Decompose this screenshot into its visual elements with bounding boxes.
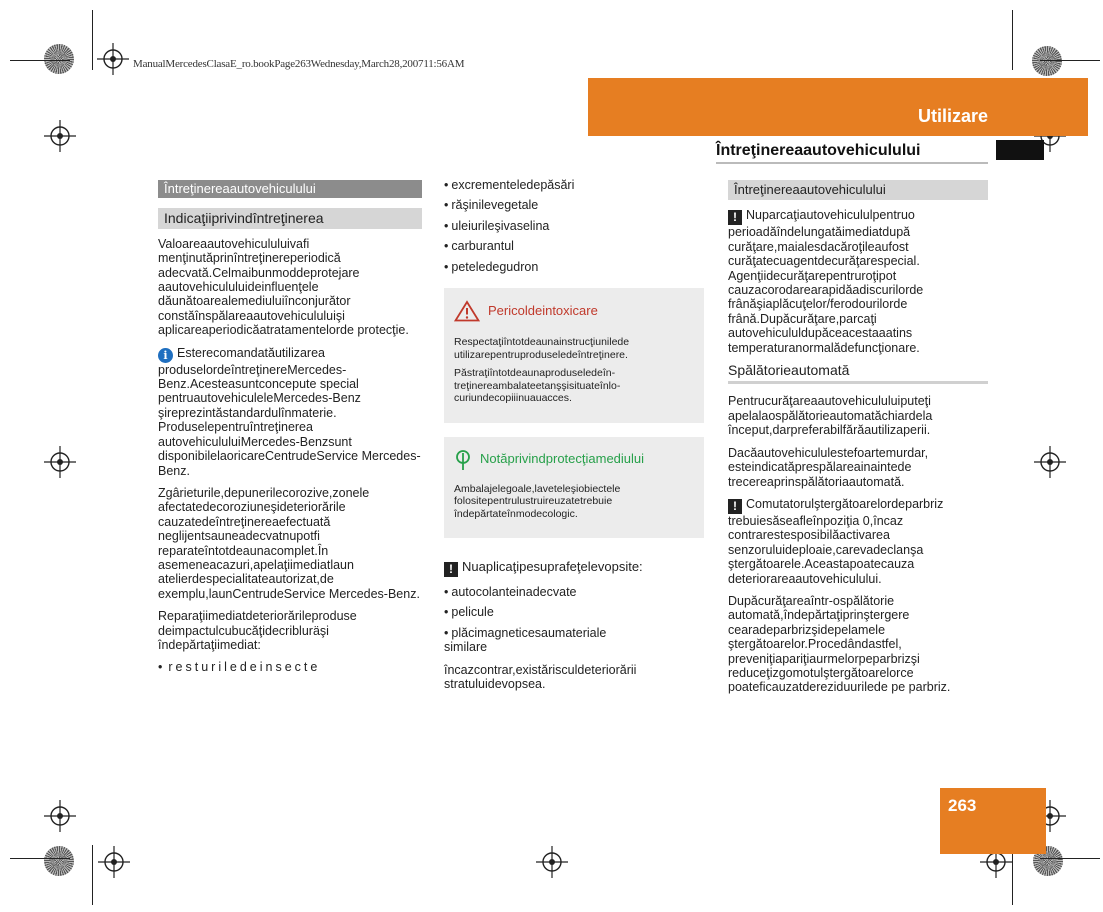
list-item: • carburantul (444, 239, 704, 253)
bullet-list (444, 178, 704, 274)
list-item: • autocolanteinadecvate (444, 585, 704, 599)
paragraph: Reparaţiimediatdeteriorărileproduse deimpactulcubucăţidecribluräşi îndepărtaţiimediat: (158, 609, 357, 652)
crop-line (1040, 858, 1100, 859)
crop-line (92, 10, 93, 70)
list-item: • peteledegudron (444, 260, 704, 274)
notice-line: ! Nuaplicaţipesuprafeţelevopsite: (444, 560, 704, 577)
registration-rosette-icon (44, 846, 74, 876)
paragraph: Valoareaautovehicululuivafi menţinutăprinîntreţinereperiodică adecvată.Celmaibunmoddeprotejare aautovehicululuideinfluenţele dăunătoarealemediuluiînconjurător constăînspălareaautovehicululuişi aplicareaperiodicăatratamentelorde protecţie. (158, 236, 409, 338)
environment-text: Ambalajelegoale,laveteleşiobiectele folositepentrulustruireuzatetrebuie îndepărtateînmodecologic. (454, 482, 621, 520)
paragraph: Pentrucurăţareaautovehicululuiputeţi apelalaospălătorieautomatăchiardela început,darpreferabilfărăautilizaperii. (728, 394, 933, 438)
header-rule (716, 162, 988, 164)
paragraph: Dupăcurăţareaîntr-ospălătorie automată,îndepărtaţiprinştergere cearadeparbrizşidepelamele ştergătoarelor.Procedândastfel, preveniţiapariţiaurmelorpeparbrizşi reduceţizgomotulştergătoarelorce poateficauzatdereziduurilede pe parbriz. (728, 593, 951, 695)
section-title: Utilizare (917, 106, 988, 126)
bullet-list (444, 585, 704, 655)
registration-rosette-icon (1032, 46, 1062, 76)
notice-icon: ! (728, 499, 742, 514)
file-info-line: ManualMercedesClasaE_ro.bookPage263Wednesday,March28,200711:56AM (133, 58, 465, 70)
environment-title: Notăprivindprotecţiamediului (454, 449, 694, 471)
crosshair-icon (98, 846, 130, 878)
warning-text: Păstraţiîntotdeaunaproduseledeîn-treţinereambalateetanşşisituateînlo-curiundecopiiinuauacces. (454, 367, 621, 405)
warning-text: Respectaţiîntotdeaunainstrucţiunilede utilizarepentruproduseledeîntreţinere. (454, 336, 630, 361)
list-item: • uleiurileşivaselina (444, 219, 704, 233)
crosshair-icon (97, 43, 129, 75)
registration-rosette-icon (44, 44, 74, 74)
list-item: • pelicule (444, 605, 704, 619)
crop-line (92, 845, 93, 905)
subsection-bar: Indicaţiiprivindîntreţinerea (158, 208, 422, 228)
crop-line (1012, 845, 1013, 905)
crop-line (10, 60, 70, 61)
notice-paragraph: ! Nuparcaţiautovehicululpentruo perioadăîndelungatăimediatdupă curăţare,maialesdacăroţileaufost curăţatecuagentdecurăţarespecial. Agenţiidecurăţarepentruroţipot cauzacorodarearapidăadiscurilorde frânăşiaplăcuţelor/ferodourilorde frână.Dupăcurăţare,parcaţi autovehicululdupăceacestaaatins temperaturanormalădefuncţionare. (728, 208, 924, 355)
section-tab (588, 78, 1088, 136)
list-item: • excrementeledepăsări (444, 178, 704, 192)
chapter-title: Întreţinereaautovehiculului (716, 142, 921, 159)
crosshair-icon (1034, 446, 1066, 478)
crosshair-icon (44, 800, 76, 832)
warning-title: Pericoldeintoxicare (454, 300, 694, 322)
column-middle (444, 178, 704, 699)
info-icon: i (158, 348, 173, 363)
column-right (728, 180, 988, 703)
warning-triangle-icon (454, 300, 480, 322)
info-paragraph: i Esterecomandatăutilizarea produselordeîntreţinereMercedes-Benz.Acesteasuntconcepute special pentruautovehiculeleMercedes-Benz şireprezintăstandardulînmaterie. Produselepentruîntreţinerea autovehicululuiMercedes-Benzsunt disponibilelaoricareCentrudeService Mercedes-Benz. (158, 345, 421, 478)
page-number: 263 (948, 796, 977, 815)
environment-box (444, 437, 704, 539)
notice-paragraph: ! Comutatorulştergătoarelordeparbriz trebuiesăseafleînpoziţia 0,încaz contrarestesposibilăactivarea senzoruluideploaie,carevadeclanşa ştergătoarele.Aceastapoatecauza deteriorareaautovehiculului. (728, 496, 944, 586)
list-item: • răşinilevegetale (444, 198, 704, 212)
leaf-icon (454, 449, 472, 471)
paragraph: încazcontrar,existărisculdeteriorării stratuluidevopsea. (444, 662, 637, 692)
crosshair-icon (44, 446, 76, 478)
bullet-list (158, 660, 422, 674)
notice-icon: ! (444, 562, 458, 577)
list-item: • resturiledeinsecte (158, 660, 422, 674)
paragraph: Dacăautovehicululestefoartemurdar, esteindicatăprespălareainaintede trecereaprinspălătoriaautomată. (728, 445, 929, 489)
crop-line (10, 858, 70, 859)
chapter-marker (996, 140, 1044, 160)
column-left (158, 180, 422, 683)
warning-box (444, 288, 704, 423)
paragraph: Zgârieturile,depunerilecorozive,zonele afectatedecoroziuneşideteriorările cauzatedeîntreţinereaefectuată neglijentsauneadecvatnupotfi reparateîntotdeaunacomplet.În asemeneacazuri,apelaţiimediatlaun atelierdespecialitateautorizat,de exemplu,launCentrudeService Mercedes-Benz. (158, 485, 420, 601)
crosshair-icon (44, 120, 76, 152)
subheading: Spălătorieautomată (728, 363, 988, 384)
crop-line (1012, 10, 1013, 70)
crosshair-icon (536, 846, 568, 878)
section-bar: Întreţinereaautovehiculului (728, 180, 988, 200)
list-item: • plăcimagneticesaumateriale similare (444, 626, 704, 655)
crop-line (1040, 60, 1100, 61)
section-bar: Întreţinereaautovehiculului (158, 180, 422, 198)
notice-icon: ! (728, 210, 742, 225)
